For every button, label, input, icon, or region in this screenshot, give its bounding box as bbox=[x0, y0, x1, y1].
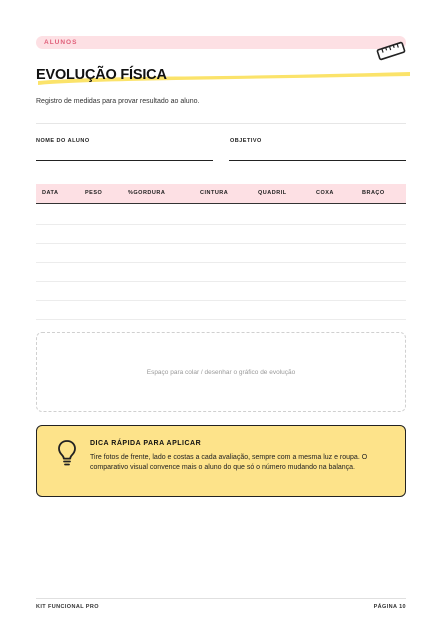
column-header-hip: QUADRIL bbox=[258, 190, 287, 196]
divider bbox=[36, 123, 406, 124]
column-header-arm: BRAÇO bbox=[362, 190, 385, 196]
measurements-table-header bbox=[36, 184, 406, 204]
ruler-icon bbox=[375, 40, 407, 62]
chart-placeholder-box bbox=[36, 332, 406, 412]
student-name-label: NOME DO ALUNO bbox=[36, 138, 90, 144]
lightbulb-icon bbox=[57, 439, 77, 467]
section-pill: ALUNOS bbox=[36, 36, 406, 49]
column-header-date: DATA bbox=[42, 190, 59, 196]
table-row[interactable] bbox=[36, 300, 406, 301]
quick-tip-callout bbox=[36, 425, 406, 497]
student-name-field[interactable] bbox=[36, 160, 213, 161]
table-row[interactable] bbox=[36, 319, 406, 320]
goal-label: OBJETIVO bbox=[230, 138, 262, 144]
table-row[interactable] bbox=[36, 262, 406, 263]
footer-page-number: PÁGINA 10 bbox=[373, 604, 406, 610]
title-block bbox=[36, 66, 411, 86]
table-row[interactable] bbox=[36, 243, 406, 244]
table-row[interactable] bbox=[36, 224, 406, 225]
footer-divider bbox=[36, 598, 406, 599]
tip-title: DICA RÁPIDA PARA APLICAR bbox=[90, 440, 202, 447]
goal-field[interactable] bbox=[229, 160, 406, 161]
tip-text: Tire fotos de frente, lado e costas a cada avaliação, sempre com a mesma luz e roupa. O comparativo visual convence mais o aluno do que só o número mudando na balança. bbox=[90, 454, 368, 471]
page-subtitle: Registro de medidas para provar resultado ao aluno. bbox=[36, 98, 200, 105]
footer-brand: KIT FUNCIONAL PRO bbox=[36, 604, 99, 610]
column-header-waist: CINTURA bbox=[200, 190, 229, 196]
table-row[interactable] bbox=[36, 281, 406, 282]
column-header-thigh: COXA bbox=[316, 190, 334, 196]
column-header-weight: PESO bbox=[85, 190, 103, 196]
column-header-body-fat: %GORDURA bbox=[128, 190, 166, 196]
chart-placeholder-hint: Espaço para colar / desenhar o gráfico de evolução bbox=[146, 369, 296, 376]
page-title: EVOLUÇÃO FÍSICA bbox=[36, 67, 167, 83]
